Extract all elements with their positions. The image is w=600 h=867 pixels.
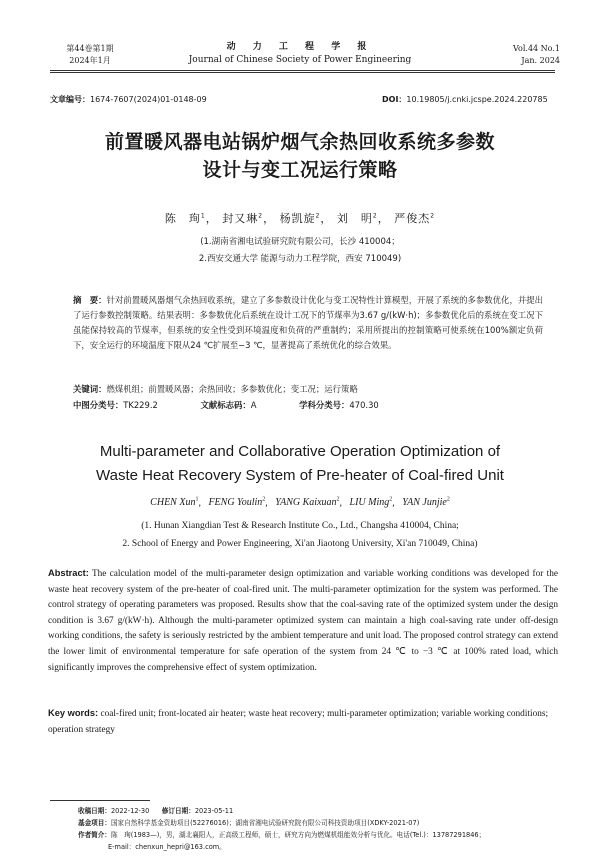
keywords-cn (73, 382, 543, 397)
footnote-fund: 基金项目：国家自然科学基金资助项目(52276016)；湖南省湘电试验研究院有限公司科技资助项目(XDKY-2021-07) (78, 819, 420, 827)
year-month-en: Jan. 2024 (521, 56, 560, 65)
abstract-cn-label: 摘 要： (73, 295, 107, 305)
subject-code: 学科分类号：470.30 (299, 400, 379, 410)
journal-title-en: Journal of Chinese Society of Power Engineering (188, 55, 412, 65)
header-rule-top (50, 70, 555, 71)
abstract-en-text: The calculation model of the multi-parameter design optimization and variable working conditions was developed for the waste heat recovery system of the pre-heater of coal-fired unit. The multi-parameter optimization for the system was performed. The control strategy of operating parameters was proposed. Results show that the coal-saving rate of the optimized system under the design condition is 3.67 g/(kW·h). Although the multi-parameter optimized system can maintain a high coal-saving rate under off-design working conditions, the safety is seriously restricted by the ambient temperature and unit load. The proposed control strategy can extend the lower limit of environmental temperature for safe operation of the system from 24 ℃ to −3 ℃ at 100% rated load, which significantly improves the comprehensive effect of system optimization. (48, 569, 558, 673)
clc-number: 中图分类号：TK229.2 (73, 400, 158, 410)
paper-title-en-line1: Multi-parameter and Collaborative Operation Optimization of (99, 443, 501, 460)
author-cn: 刘 明$^2$ (336, 212, 378, 225)
article-number-label: 文章编号： (50, 95, 90, 104)
footnote (78, 805, 558, 853)
paper-title-en-line2: Waste Heat Recovery System of Pre-heater of Coal-fired Unit (96, 467, 504, 484)
author-cn: 陈 珣$^1$ (164, 212, 206, 225)
footnote-dates: 收稿日期：2022-12-30 修订日期：2023-05-11 (78, 807, 234, 815)
author-cn: 杨凯旋$^2$ (279, 212, 321, 225)
footnote-email: E-mail：chenxun_hepri@163.com。 (108, 843, 226, 851)
paper-title-cn-line1: 前置暖风器电站锅炉烟气余热回收系统多参数 (104, 131, 495, 153)
author-cn: 严俊杰$^2$ (394, 212, 436, 225)
affiliation-en-1: (1. Hunan Xiangdian Test & Research Institute Co., Ltd., Changsha 410004, China; (141, 521, 459, 531)
doi (382, 94, 548, 105)
header-rule-bottom (50, 72, 555, 73)
authors-cn: 陈 珣$^1$， 封又琳$^2$， 杨凯旋$^2$， 刘 明$^2$， 严俊杰$^2$ (164, 212, 436, 225)
keywords-en-label: Key words: (48, 708, 99, 718)
journal-title-cn: 动 力 工 程 学 报 (226, 42, 374, 52)
journal-title (170, 41, 430, 67)
doi-label: DOI： (382, 95, 407, 104)
year-month-cn: 2024年1月 (69, 56, 111, 65)
document-code: 文献标志码：A (200, 400, 257, 410)
affiliation-en-2: 2. School of Energy and Power Engineering, Xi'an Jiaotong University, Xi'an 710049, China) (122, 539, 478, 549)
journal-volume-issue (58, 43, 122, 67)
keywords-cn-label: 关键词： (73, 384, 107, 394)
abstract-cn-text: 针对前置暖风器烟气余热回收系统，建立了多参数设计优化与变工况特性计算模型，开展了系统的多参数优化，并提出了运行参数控制策略。结果表明：多参数优化后系统在设计工况下的节煤率为3.67 g/(kW·h)；多参数优化后的系统在变工况下虽能保持较高的节煤率，但系统的安全性受到环境温度和负荷的严重制约；采用所提出的控制策略可使系统在100%额定负荷下，安全运行的环境温度下限从24 ℃扩展至−3 ℃，显著提高了系统优化的综合效果。 (73, 295, 544, 350)
paper-title-cn (40, 128, 560, 184)
article-number-value: 1674-7607(2024)01-0148-09 (90, 95, 207, 104)
affiliations-cn (40, 234, 560, 268)
journal-volume-en (480, 43, 560, 67)
volume-issue-cn: 第44卷第1期 (66, 44, 114, 53)
classification-row (73, 399, 543, 411)
author-en: CHEN Xun$^1$ (150, 497, 199, 509)
footnote-author: 作者简介：陈 珣(1983—)，男，湖北襄阳人，正高级工程师，硕士，研究方向为燃煤机组能效分析与优化。电话(Tel.)：13787291846； (78, 831, 486, 839)
abstract-en (48, 566, 558, 676)
author-en: YAN Junjie$^2$ (402, 497, 450, 509)
author-en: LIU Ming$^2$ (349, 497, 393, 509)
footnote-rule (50, 800, 150, 801)
article-number (50, 94, 207, 105)
abstract-en-label: Abstract: (48, 568, 89, 578)
abstract-cn (73, 293, 543, 353)
keywords-en-text: coal-fired unit; front-located air heater; waste heat recovery; multi-parameter optimization; variable working conditions; operation strategy (48, 709, 549, 735)
keywords-en (48, 706, 558, 738)
keywords-cn-text: 燃煤机组；前置暖风器；余热回收；多参数优化；变工况；运行策略 (106, 384, 358, 394)
paper-title-cn-line2: 设计与变工况运行策略 (202, 159, 398, 181)
author-en: YANG Kaixuan$^2$ (275, 497, 340, 509)
affiliations-en (40, 517, 560, 553)
authors-en: CHEN Xun$^1$, FENG Youlin$^2$, YANG Kaixuan$^2$, LIU Ming$^2$, YAN Junjie$^2$ (150, 497, 450, 509)
author-cn: 封又琳$^2$ (222, 212, 264, 225)
paper-title-en (40, 440, 560, 488)
affiliation-cn-2: 2.西安交通大学 能源与动力工程学院，西安 710049) (198, 254, 402, 264)
affiliation-cn-1: (1.湖南省湘电试验研究院有限公司，长沙 410004； (200, 237, 400, 247)
doi-value: 10.19805/j.cnki.jcspe.2024.220785 (406, 95, 548, 104)
author-en: FENG Youlin$^2$ (208, 497, 266, 509)
volume-issue-en: Vol.44 No.1 (513, 44, 560, 53)
